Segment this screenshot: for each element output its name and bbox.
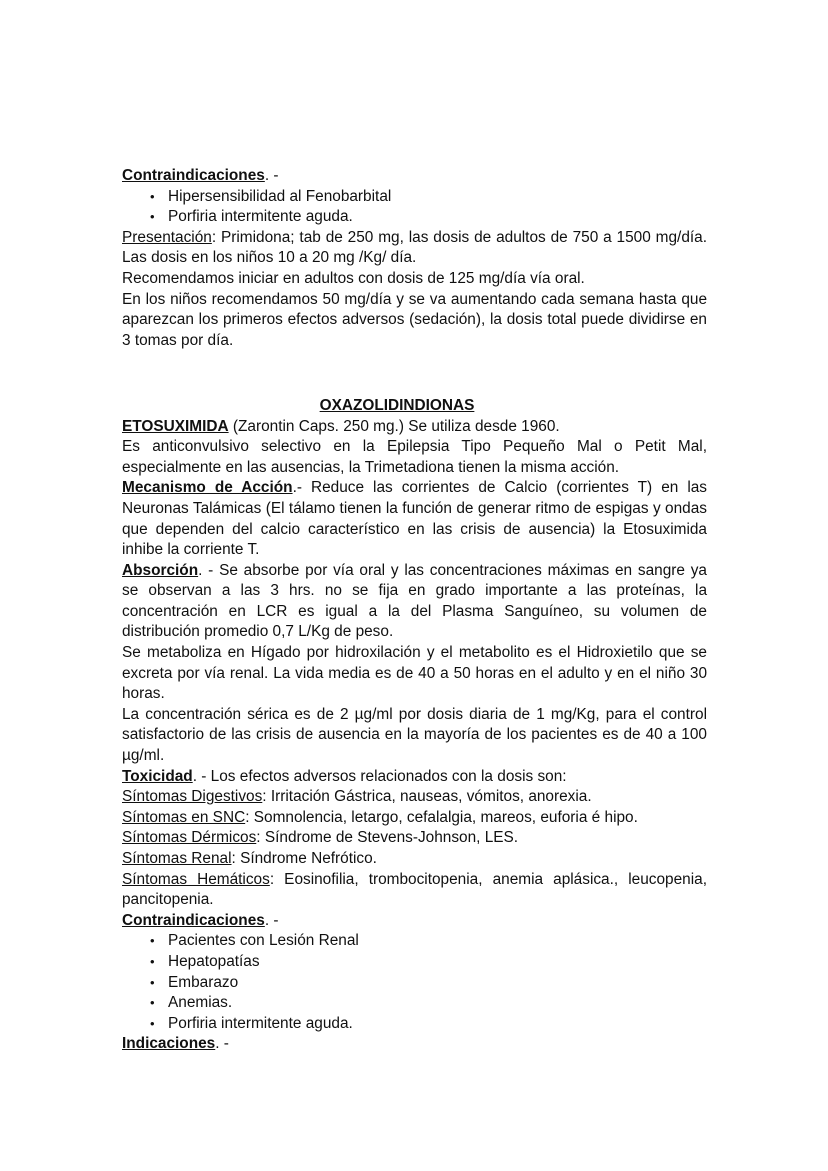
spacer xyxy=(122,372,707,396)
heading-suffix: . - xyxy=(264,911,279,929)
list-item xyxy=(122,931,707,952)
paragraph-text: Se metaboliza en Hígado por hidroxilación y el metabolito es el Hidroxietilo que se excreta por vía renal. La vida media es de 40 a 50 horas en el adulto y en el niño 30 horas. xyxy=(122,644,707,703)
document-body xyxy=(122,166,707,1055)
paragraph-text: Irritación Gástrica, nauseas, vómitos, anorexia. xyxy=(266,788,592,806)
list-contraindicaciones-primidona xyxy=(122,187,707,228)
paragraph-text: Los efectos adversos relacionados con la dosis son: xyxy=(206,767,567,785)
list-item-text: Anemias. xyxy=(168,994,233,1012)
label-suffix: . - xyxy=(198,561,214,579)
label-sintomas-renal: Síntomas Renal xyxy=(122,850,232,867)
paragraph-sintomas-snc xyxy=(122,808,707,829)
label-suffix: : xyxy=(231,850,236,867)
paragraph-presentacion xyxy=(122,228,707,269)
paragraph-absorcion xyxy=(122,561,707,643)
paragraph-text: La concentración sérica es de 2 µg/ml por dosis diaria de 1 mg/Kg, para el control satisfactorio de las crisis de ausencia en la mayoría de los pacientes es de 40 a 100 µg/ml. xyxy=(122,705,707,765)
label-suffix: : xyxy=(211,228,217,246)
list-item xyxy=(122,207,707,228)
paragraph-recomendacion-ninos xyxy=(122,290,707,352)
paragraph-text: Somnolencia, letargo, cefalalgia, mareos, euforia é hipo. xyxy=(249,808,638,826)
label-suffix: .- xyxy=(292,479,302,497)
heading-contraindicaciones-etosuximida xyxy=(122,911,707,932)
label-suffix: : xyxy=(262,788,267,806)
paragraph-text: Síndrome Nefrótico. xyxy=(235,850,377,867)
label-toxicidad: Toxicidad xyxy=(122,767,193,785)
paragraph-drug-description xyxy=(122,437,707,478)
list-item-text: Hipersensibilidad al Fenobarbital xyxy=(168,187,392,205)
heading-label: Indicaciones xyxy=(122,1035,216,1053)
list-item xyxy=(122,973,707,994)
label-suffix: : xyxy=(269,870,275,888)
paragraph-text: Síndrome de Stevens-Johnson, LES. xyxy=(260,829,519,847)
list-contraindicaciones-etosuximida xyxy=(122,931,707,1034)
paragraph-toxicidad xyxy=(122,767,707,788)
list-item xyxy=(122,1014,707,1035)
label-presentacion: Presentación xyxy=(122,228,212,246)
paragraph-recomendacion-adultos xyxy=(122,269,707,290)
list-item xyxy=(122,952,707,973)
heading-contraindicaciones-primidona xyxy=(122,166,707,187)
label-sintomas-digestivos: Síntomas Digestivos xyxy=(122,788,263,806)
list-item-text: Embarazo xyxy=(168,973,239,991)
label-absorcion: Absorción xyxy=(122,561,199,579)
label-mecanismo-accion: Mecanismo de Acción xyxy=(122,479,293,497)
heading-label: Contraindicaciones xyxy=(122,167,265,184)
paragraph-text: Recomendamos iniciar en adultos con dosis de 125 mg/día vía oral. xyxy=(122,269,585,287)
paragraph-mecanismo-accion xyxy=(122,478,707,560)
label-sintomas-dermicos: Síntomas Dérmicos xyxy=(122,829,257,847)
list-item-text: Hepatopatías xyxy=(168,952,260,970)
heading-suffix: . - xyxy=(264,167,279,184)
heading-label: Contraindicaciones xyxy=(122,911,265,929)
spacer xyxy=(122,351,707,372)
drug-name-detail: (Zarontin Caps. 250 mg.) Se utiliza desde 1960. xyxy=(228,417,560,435)
chapter-title xyxy=(122,396,707,417)
list-item xyxy=(122,993,707,1014)
list-item xyxy=(122,187,707,208)
paragraph-concentracion-serica xyxy=(122,705,707,767)
drug-name: ETOSUXIMIDA xyxy=(122,417,229,435)
paragraph-text: Primidona; tab de 250 mg, las dosis de adultos de 750 a 1500 mg/día. Las dosis en los niños 10 a 20 mg /Kg/ día. xyxy=(122,228,707,267)
list-item-text: Porfiria intermitente aguda. xyxy=(168,208,353,226)
paragraph-text: En los niños recomendamos 50 mg/día y se va aumentando cada semana hasta que aparezcan los primeros efectos adversos (sedación), la dosis total puede dividirse en 3 tomas por día. xyxy=(122,290,707,349)
paragraph-text: Eosinofilia, trombocitopenia, anemia aplásica., leucopenia, pancitopenia. xyxy=(122,870,707,909)
paragraph-drug-name xyxy=(122,417,707,438)
list-item-text: Porfiria intermitente aguda. xyxy=(168,1014,353,1032)
paragraph-text: Reduce las corrientes de Calcio (corrientes T) en las Neuronas Talámicas (El tálamo tienen la función de generar ritmo de espigas y ondas que dependen del calcio característico en las crisis de ausencia) la Etosuximida inhibe la corriente T. xyxy=(122,479,707,559)
label-suffix: . - xyxy=(192,767,207,785)
paragraph-metabolismo xyxy=(122,643,707,705)
label-suffix: : xyxy=(245,808,250,826)
label-suffix: : xyxy=(256,829,261,847)
paragraph-sintomas-digestivos xyxy=(122,787,707,808)
paragraph-sintomas-hematicos xyxy=(122,870,707,911)
paragraph-text: Se absorbe por vía oral y las concentraciones máximas en sangre ya se observan a las 3 hrs. no se fija en grado importante a las proteínas, la concentración en LCR es igual a la del Plasma Sanguíneo, su volumen de distribución promedio 0,7 L/Kg de peso. xyxy=(122,561,707,641)
label-sintomas-hematicos: Síntomas Hemáticos xyxy=(122,870,270,888)
label-sintomas-snc: Síntomas en SNC xyxy=(122,808,246,826)
chapter-title-text: OXAZOLIDINDIONAS xyxy=(319,396,475,414)
paragraph-sintomas-renal xyxy=(122,849,707,870)
paragraph-text: Es anticonvulsivo selectivo en la Epilepsia Tipo Pequeño Mal o Petit Mal, especialmente en las ausencias, la Trimetadiona tienen la misma acción. xyxy=(122,438,707,476)
heading-suffix: . - xyxy=(215,1035,229,1053)
paragraph-sintomas-dermicos xyxy=(122,828,707,849)
heading-indicaciones xyxy=(122,1034,707,1055)
list-item-text: Pacientes con Lesión Renal xyxy=(168,932,359,950)
